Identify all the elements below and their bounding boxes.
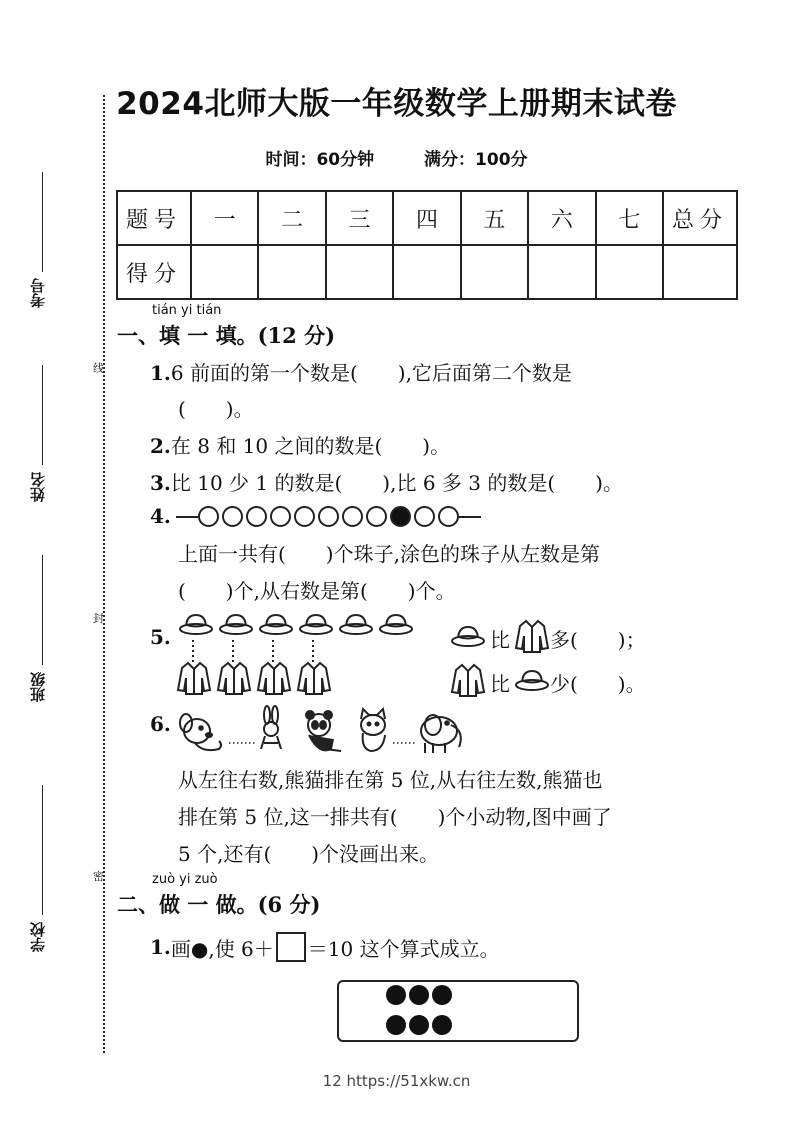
bead: [246, 506, 267, 527]
dot-row: [386, 985, 455, 1009]
question-6-cont2: 5 个,还有( )个没画出来。: [178, 842, 440, 866]
section2-pinyin: zuò yi zuò: [152, 872, 218, 887]
shirt-icon: [450, 662, 486, 703]
question-text: 多( )；: [550, 628, 646, 652]
panda-icon: [306, 711, 341, 751]
name-blank[interactable]: [42, 365, 43, 465]
question-number: 5.: [150, 625, 171, 649]
bead: [318, 506, 339, 527]
score-cell[interactable]: [258, 245, 325, 299]
black-dot: [432, 985, 452, 1005]
table-cell: 总分: [663, 191, 737, 245]
string-end: [176, 516, 198, 518]
hat-icon: [514, 668, 550, 697]
score-cell[interactable]: [393, 245, 460, 299]
page-title: 2024北师大版一年级数学上册期末试卷: [116, 86, 677, 122]
question-text: 比 10 少 1 的数是( ),比 6 多 3 的数是( )。: [170, 471, 623, 495]
black-dot: [386, 985, 406, 1005]
seal-char-secret: 密: [93, 870, 104, 883]
exam-no-label: 考号: [29, 278, 47, 308]
shirt-icon: [216, 660, 252, 700]
table-cell: 得分: [117, 245, 191, 299]
question-number: 4.: [150, 504, 171, 528]
question-number: 3.: [150, 471, 171, 495]
animal-row: [175, 705, 465, 757]
question-text: 画●,使 6＋: [170, 936, 274, 961]
page-footer: 12 https://51xkw.cn: [322, 1072, 471, 1090]
black-dot: [432, 1015, 452, 1035]
bead: [366, 506, 387, 527]
question-text: 6 前面的第一个数是( ),它后面第二个数是: [170, 361, 572, 385]
hat-icon: [450, 624, 486, 653]
table-cell: 四: [393, 191, 460, 245]
pairing-dotted-lines: [178, 640, 338, 662]
question-text: ＝10 这个算式成立。: [307, 936, 500, 961]
black-dot: [409, 1015, 429, 1035]
table-cell: 七: [596, 191, 663, 245]
time-label: 时间：60分钟: [265, 150, 375, 170]
hat-icon: [218, 612, 254, 640]
question-number: 1.: [150, 935, 171, 959]
exam-no-blank[interactable]: [42, 172, 43, 272]
question-text: 在 8 和 10 之间的数是( )。: [170, 434, 451, 458]
shirt-icon: [514, 618, 550, 659]
class-label: 班级: [29, 672, 47, 702]
score-cell[interactable]: [461, 245, 528, 299]
score-cell[interactable]: [663, 245, 737, 299]
question-3: [150, 467, 623, 496]
bead: [198, 506, 219, 527]
question-5-line2: [450, 662, 646, 703]
score-cell[interactable]: [596, 245, 663, 299]
question-5-line1: [450, 618, 646, 659]
score-table-header-row: [117, 191, 737, 245]
binding-dotted-line: [103, 95, 105, 1053]
name-label: 姓名: [29, 472, 47, 502]
seal-char-line: 线: [93, 362, 104, 375]
bead: [342, 506, 363, 527]
question-6-text: 从左往右数,熊猫排在第 5 位,从右往左数,熊猫也: [178, 768, 603, 792]
answer-box[interactable]: [276, 932, 306, 962]
question-number: 2.: [150, 434, 171, 458]
question-1: [150, 357, 572, 386]
shirt-icon: [176, 660, 212, 700]
drawing-area[interactable]: [337, 980, 579, 1042]
question-number: 6.: [150, 712, 171, 736]
dog-icon: [180, 714, 221, 750]
bead: [222, 506, 243, 527]
full-score-label: 满分：100分: [424, 150, 528, 170]
section1-title: 一、填 一 填。(12 分): [117, 323, 336, 348]
section1-pinyin: tián yi tián: [152, 303, 222, 318]
seal-char-seal: 封: [93, 612, 104, 625]
school-blank[interactable]: [42, 785, 43, 915]
hat-row: [178, 612, 414, 640]
score-table-score-row: [117, 245, 737, 299]
bead-string: [176, 506, 481, 527]
table-cell: 一: [191, 191, 258, 245]
compare-word: 比: [490, 628, 510, 652]
rabbit-icon: [261, 706, 281, 749]
shirt-row: [176, 660, 332, 700]
question-1-cont: ( )。: [178, 397, 254, 421]
bead: [438, 506, 459, 527]
compare-word: 比: [490, 672, 510, 696]
question-text: 少( )。: [550, 672, 646, 696]
hat-icon: [338, 612, 374, 640]
exam-info: [0, 145, 793, 170]
elephant-icon: [421, 715, 461, 753]
bead: [294, 506, 315, 527]
hat-icon: [298, 612, 334, 640]
table-cell: 五: [461, 191, 528, 245]
table-cell: 六: [528, 191, 595, 245]
string-end: [459, 516, 481, 518]
shirt-icon: [256, 660, 292, 700]
hat-icon: [178, 612, 214, 640]
table-cell: 三: [326, 191, 393, 245]
score-cell[interactable]: [326, 245, 393, 299]
question-4-cont: ( )个,从右数是第( )个。: [178, 579, 456, 603]
question-6-cont: 排在第 5 位,这一排共有( )个小动物,图中画了: [178, 805, 612, 829]
table-cell: 题号: [117, 191, 191, 245]
shirt-icon: [296, 660, 332, 700]
section2-title: 二、做 一 做。(6 分): [117, 892, 321, 917]
bead: [270, 506, 291, 527]
score-cell[interactable]: [528, 245, 595, 299]
score-cell[interactable]: [191, 245, 258, 299]
school-label: 学校: [29, 922, 47, 952]
class-blank[interactable]: [42, 555, 43, 665]
black-dot: [409, 985, 429, 1005]
score-table: [116, 190, 738, 300]
hat-icon: [378, 612, 414, 640]
cat-icon: [361, 709, 385, 751]
section2-question-1: [150, 932, 500, 962]
question-4-text: 上面一共有( )个珠子,涂色的珠子从左数是第: [178, 542, 600, 566]
hat-icon: [258, 612, 294, 640]
bead-colored: [390, 506, 411, 527]
black-dot: [386, 1015, 406, 1035]
question-2: [150, 430, 450, 459]
dot-row: [386, 1015, 455, 1039]
table-cell: 二: [258, 191, 325, 245]
bead: [414, 506, 435, 527]
question-number: 1.: [150, 361, 171, 385]
